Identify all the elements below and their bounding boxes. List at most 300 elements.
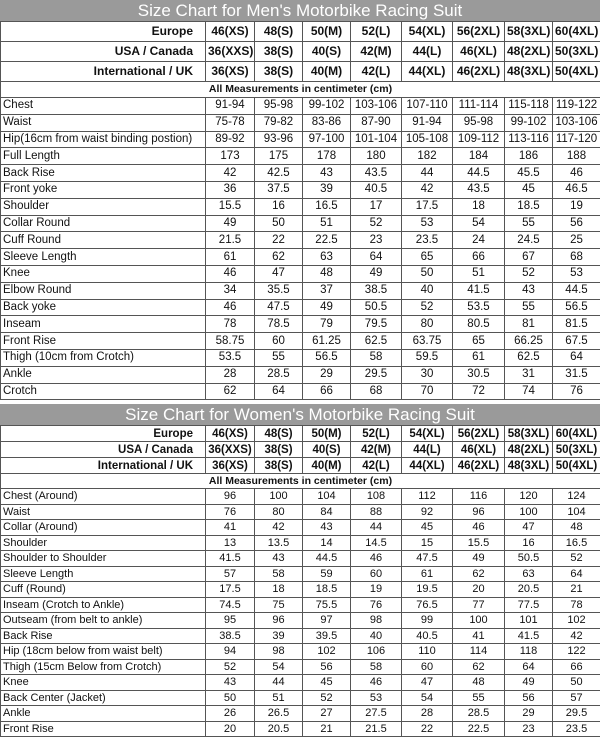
measurement-value: 23.5 xyxy=(402,232,453,249)
size-cell: 48(S) xyxy=(255,22,303,42)
table-row xyxy=(1,504,600,520)
measurement-value: 46 xyxy=(351,551,402,567)
measurement-value: 19 xyxy=(351,582,402,598)
measurement-value: 79 xyxy=(303,316,351,333)
measurement-value: 109-112 xyxy=(453,131,505,148)
measurement-label: Chest (Around) xyxy=(1,489,206,505)
size-system-row xyxy=(1,42,600,62)
measurement-note-row xyxy=(1,474,600,489)
measurement-value: 84 xyxy=(303,504,351,520)
measurement-value: 46 xyxy=(553,165,600,182)
measurement-value: 13 xyxy=(206,535,255,551)
measurement-value: 26.5 xyxy=(255,706,303,722)
measurement-value: 45 xyxy=(402,520,453,536)
measurement-value: 66 xyxy=(553,659,600,675)
size-cell: 36(XXS) xyxy=(206,42,255,62)
measurement-value: 27 xyxy=(303,706,351,722)
measurement-value: 52 xyxy=(303,690,351,706)
size-cell: 54(XL) xyxy=(402,426,453,442)
measurement-value: 20.5 xyxy=(505,582,553,598)
measurement-value: 62 xyxy=(453,566,505,582)
measurement-value: 91-94 xyxy=(206,98,255,115)
measurement-value: 16.5 xyxy=(303,198,351,215)
measurement-value: 26 xyxy=(206,706,255,722)
size-cell: 40(M) xyxy=(303,458,351,474)
measurement-value: 41 xyxy=(206,520,255,536)
table-row xyxy=(1,249,600,266)
table-row xyxy=(1,613,600,629)
measurement-label: Front Rise xyxy=(1,721,206,737)
measurement-label: Ankle xyxy=(1,366,206,383)
measurement-value: 68 xyxy=(553,249,600,266)
measurement-value: 29.5 xyxy=(553,706,600,722)
measurement-note: All Measurements in centimeter (cm) xyxy=(1,82,600,98)
measurement-value: 63.75 xyxy=(402,333,453,350)
measurement-value: 78 xyxy=(553,597,600,613)
measurement-value: 44.5 xyxy=(303,551,351,567)
measurement-value: 75.5 xyxy=(303,597,351,613)
size-system-label: Europe xyxy=(1,426,206,442)
measurement-value: 76 xyxy=(206,504,255,520)
measurement-value: 81 xyxy=(505,316,553,333)
measurement-label: Back yoke xyxy=(1,299,206,316)
measurement-value: 48 xyxy=(303,265,351,282)
measurement-value: 52 xyxy=(553,551,600,567)
size-cell: 42(L) xyxy=(351,458,402,474)
measurement-value: 62 xyxy=(255,249,303,266)
measurement-value: 101 xyxy=(505,613,553,629)
measurement-value: 46 xyxy=(351,675,402,691)
measurement-value: 124 xyxy=(553,489,600,505)
measurement-value: 95-98 xyxy=(453,114,505,131)
measurement-note: All Measurements in centimeter (cm) xyxy=(1,474,600,489)
measurement-value: 83-86 xyxy=(303,114,351,131)
measurement-value: 56 xyxy=(553,215,600,232)
measurement-value: 98 xyxy=(351,613,402,629)
table-row xyxy=(1,299,600,316)
measurement-value: 43.5 xyxy=(453,181,505,198)
measurement-value: 74.5 xyxy=(206,597,255,613)
size-cell: 38(S) xyxy=(255,442,303,458)
measurement-value: 57 xyxy=(553,690,600,706)
size-cell: 50(4XL) xyxy=(553,458,600,474)
size-cell: 42(M) xyxy=(351,42,402,62)
measurement-value: 49 xyxy=(505,675,553,691)
measurement-value: 110 xyxy=(402,644,453,660)
measurement-value: 53.5 xyxy=(453,299,505,316)
size-cell: 44(L) xyxy=(402,442,453,458)
size-cell: 44(XL) xyxy=(402,62,453,82)
measurement-value: 50 xyxy=(402,265,453,282)
measurement-value: 41 xyxy=(453,628,505,644)
measurement-value: 47.5 xyxy=(402,551,453,567)
measurement-value: 16 xyxy=(505,535,553,551)
measurement-value: 91-94 xyxy=(402,114,453,131)
measurement-value: 94 xyxy=(206,644,255,660)
measurement-value: 79-82 xyxy=(255,114,303,131)
size-cell: 52(L) xyxy=(351,426,402,442)
table-row xyxy=(1,659,600,675)
size-cell: 56(2XL) xyxy=(453,426,505,442)
measurement-value: 88 xyxy=(351,504,402,520)
measurement-value: 40 xyxy=(402,282,453,299)
table-row xyxy=(1,333,600,350)
size-cell: 50(3XL) xyxy=(553,42,600,62)
measurement-value: 60 xyxy=(255,333,303,350)
size-cell: 46(XS) xyxy=(206,22,255,42)
table-row xyxy=(1,316,600,333)
size-cell: 56(2XL) xyxy=(453,22,505,42)
measurement-label: Thigh (15cm Below from Crotch) xyxy=(1,659,206,675)
measurement-value: 46 xyxy=(206,299,255,316)
measurement-value: 186 xyxy=(505,148,553,165)
measurement-value: 40.5 xyxy=(351,181,402,198)
measurement-value: 54 xyxy=(453,215,505,232)
measurement-value: 20 xyxy=(206,721,255,737)
measurement-value: 47 xyxy=(402,675,453,691)
measurement-value: 17 xyxy=(351,198,402,215)
measurement-value: 58 xyxy=(351,349,402,366)
measurement-value: 27.5 xyxy=(351,706,402,722)
measurement-label: Front Rise xyxy=(1,333,206,350)
measurement-label: Ankle xyxy=(1,706,206,722)
measurement-value: 184 xyxy=(453,148,505,165)
measurement-value: 96 xyxy=(206,489,255,505)
measurement-value: 122 xyxy=(553,644,600,660)
measurement-value: 89-92 xyxy=(206,131,255,148)
size-cell: 54(XL) xyxy=(402,22,453,42)
measurement-value: 15.5 xyxy=(206,198,255,215)
measurement-value: 15 xyxy=(402,535,453,551)
size-system-label: International / UK xyxy=(1,62,206,82)
measurement-value: 43 xyxy=(303,165,351,182)
men-chart-title: Size Chart for Men's Motorbike Racing Suit xyxy=(0,0,600,21)
measurement-value: 97-100 xyxy=(303,131,351,148)
measurement-value: 46 xyxy=(453,520,505,536)
measurement-value: 43 xyxy=(303,520,351,536)
size-system-row xyxy=(1,22,600,42)
measurement-value: 178 xyxy=(303,148,351,165)
size-cell: 50(M) xyxy=(303,22,351,42)
measurement-value: 50.5 xyxy=(351,299,402,316)
size-cell: 36(XS) xyxy=(206,62,255,82)
measurement-note-row xyxy=(1,82,600,98)
measurement-value: 95-98 xyxy=(255,98,303,115)
measurement-label: Chest xyxy=(1,98,206,115)
size-cell: 36(XXS) xyxy=(206,442,255,458)
measurement-value: 29.5 xyxy=(351,366,402,383)
measurement-value: 45 xyxy=(505,181,553,198)
measurement-value: 54 xyxy=(255,659,303,675)
measurement-value: 76 xyxy=(351,597,402,613)
size-cell: 46(XL) xyxy=(453,442,505,458)
men-size-table xyxy=(0,21,600,400)
table-row xyxy=(1,232,600,249)
measurement-value: 53.5 xyxy=(206,349,255,366)
table-row xyxy=(1,690,600,706)
measurement-value: 115-118 xyxy=(505,98,553,115)
measurement-value: 51 xyxy=(453,265,505,282)
measurement-value: 56.5 xyxy=(553,299,600,316)
table-row xyxy=(1,721,600,737)
measurement-value: 100 xyxy=(505,504,553,520)
women-size-chart xyxy=(0,404,600,737)
measurement-value: 16.5 xyxy=(553,535,600,551)
size-cell: 50(4XL) xyxy=(553,62,600,82)
measurement-label: Cuff Round xyxy=(1,232,206,249)
measurement-value: 37 xyxy=(303,282,351,299)
measurement-value: 112 xyxy=(402,489,453,505)
measurement-value: 61.25 xyxy=(303,333,351,350)
table-row xyxy=(1,706,600,722)
measurement-value: 23 xyxy=(351,232,402,249)
measurement-value: 75 xyxy=(255,597,303,613)
measurement-value: 93-96 xyxy=(255,131,303,148)
measurement-value: 18.5 xyxy=(505,198,553,215)
measurement-value: 48 xyxy=(453,675,505,691)
measurement-value: 38.5 xyxy=(351,282,402,299)
measurement-value: 104 xyxy=(553,504,600,520)
measurement-value: 18 xyxy=(255,582,303,598)
measurement-value: 62 xyxy=(453,659,505,675)
size-system-label: USA / Canada xyxy=(1,42,206,62)
table-row xyxy=(1,198,600,215)
size-system-row xyxy=(1,426,600,442)
measurement-value: 19 xyxy=(553,198,600,215)
measurement-value: 22.5 xyxy=(453,721,505,737)
measurement-value: 116 xyxy=(453,489,505,505)
measurement-label: Hip(16cm from waist binding postion) xyxy=(1,131,206,148)
measurement-value: 64 xyxy=(505,659,553,675)
measurement-value: 46.5 xyxy=(553,181,600,198)
measurement-value: 19.5 xyxy=(402,582,453,598)
measurement-label: Cuff (Round) xyxy=(1,582,206,598)
measurement-value: 34 xyxy=(206,282,255,299)
measurement-label: Waist xyxy=(1,114,206,131)
size-cell: 46(XL) xyxy=(453,42,505,62)
measurement-value: 47 xyxy=(505,520,553,536)
measurement-value: 61 xyxy=(206,249,255,266)
table-row xyxy=(1,131,600,148)
size-cell: 38(S) xyxy=(255,62,303,82)
measurement-value: 79.5 xyxy=(351,316,402,333)
measurement-value: 49 xyxy=(206,215,255,232)
measurement-value: 99 xyxy=(402,613,453,629)
measurement-label: Elbow Round xyxy=(1,282,206,299)
measurement-value: 55 xyxy=(505,215,553,232)
measurement-value: 118 xyxy=(505,644,553,660)
measurement-value: 108 xyxy=(351,489,402,505)
measurement-value: 20 xyxy=(453,582,505,598)
measurement-value: 175 xyxy=(255,148,303,165)
measurement-value: 188 xyxy=(553,148,600,165)
measurement-value: 113-116 xyxy=(505,131,553,148)
measurement-value: 22 xyxy=(255,232,303,249)
measurement-value: 49 xyxy=(453,551,505,567)
measurement-value: 43.5 xyxy=(351,165,402,182)
measurement-label: Inseam xyxy=(1,316,206,333)
size-system-row xyxy=(1,442,600,458)
table-row xyxy=(1,566,600,582)
measurement-value: 17.5 xyxy=(206,582,255,598)
measurement-value: 77.5 xyxy=(505,597,553,613)
measurement-value: 67 xyxy=(505,249,553,266)
size-cell: 48(2XL) xyxy=(505,442,553,458)
measurement-value: 44 xyxy=(402,165,453,182)
measurement-value: 104 xyxy=(303,489,351,505)
measurement-value: 66 xyxy=(453,249,505,266)
measurement-value: 52 xyxy=(351,215,402,232)
measurement-value: 63 xyxy=(303,249,351,266)
measurement-value: 55 xyxy=(453,690,505,706)
measurement-value: 106 xyxy=(351,644,402,660)
measurement-value: 28 xyxy=(206,366,255,383)
measurement-value: 29 xyxy=(303,366,351,383)
measurement-value: 102 xyxy=(553,613,600,629)
table-row xyxy=(1,582,600,598)
measurement-value: 99-102 xyxy=(505,114,553,131)
measurement-value: 28 xyxy=(402,706,453,722)
measurement-value: 180 xyxy=(351,148,402,165)
measurement-value: 107-110 xyxy=(402,98,453,115)
measurement-value: 99-102 xyxy=(303,98,351,115)
measurement-value: 59 xyxy=(303,566,351,582)
measurement-value: 103-106 xyxy=(351,98,402,115)
measurement-label: Inseam (Crotch to Ankle) xyxy=(1,597,206,613)
measurement-value: 55 xyxy=(255,349,303,366)
size-system-label: Europe xyxy=(1,22,206,42)
measurement-value: 31.5 xyxy=(553,366,600,383)
measurement-value: 35.5 xyxy=(255,282,303,299)
table-row xyxy=(1,181,600,198)
measurement-value: 111-114 xyxy=(453,98,505,115)
measurement-value: 20.5 xyxy=(255,721,303,737)
measurement-label: Hip (18cm below from waist belt) xyxy=(1,644,206,660)
measurement-label: Knee xyxy=(1,265,206,282)
measurement-value: 105-108 xyxy=(402,131,453,148)
measurement-value: 60 xyxy=(351,566,402,582)
measurement-value: 182 xyxy=(402,148,453,165)
measurement-value: 47 xyxy=(255,265,303,282)
table-row xyxy=(1,282,600,299)
measurement-value: 62.5 xyxy=(351,333,402,350)
measurement-value: 38.5 xyxy=(206,628,255,644)
measurement-label: Knee xyxy=(1,675,206,691)
measurement-value: 65 xyxy=(453,333,505,350)
measurement-value: 49 xyxy=(303,299,351,316)
measurement-value: 62.5 xyxy=(505,349,553,366)
measurement-value: 81.5 xyxy=(553,316,600,333)
measurement-value: 22 xyxy=(402,721,453,737)
measurement-value: 97 xyxy=(303,613,351,629)
measurement-value: 103-106 xyxy=(553,114,600,131)
measurement-value: 52 xyxy=(505,265,553,282)
measurement-value: 98 xyxy=(255,644,303,660)
table-row xyxy=(1,215,600,232)
measurement-value: 36 xyxy=(206,181,255,198)
measurement-value: 15.5 xyxy=(453,535,505,551)
measurement-value: 50.5 xyxy=(505,551,553,567)
measurement-label: Collar Round xyxy=(1,215,206,232)
measurement-value: 80 xyxy=(255,504,303,520)
size-cell: 42(M) xyxy=(351,442,402,458)
measurement-value: 39.5 xyxy=(303,628,351,644)
size-cell: 48(3XL) xyxy=(505,62,553,82)
size-cell: 50(M) xyxy=(303,426,351,442)
size-cell: 40(S) xyxy=(303,42,351,62)
size-cell: 48(S) xyxy=(255,426,303,442)
measurement-value: 61 xyxy=(402,566,453,582)
table-row xyxy=(1,98,600,115)
measurement-value: 78.5 xyxy=(255,316,303,333)
table-row xyxy=(1,675,600,691)
measurement-value: 41.5 xyxy=(505,628,553,644)
measurement-label: Collar (Around) xyxy=(1,520,206,536)
measurement-value: 28.5 xyxy=(255,366,303,383)
size-cell: 36(XS) xyxy=(206,458,255,474)
measurement-label: Front yoke xyxy=(1,181,206,198)
measurement-value: 56 xyxy=(303,659,351,675)
measurement-value: 72 xyxy=(453,383,505,400)
measurement-value: 62 xyxy=(206,383,255,400)
table-row xyxy=(1,265,600,282)
size-cell: 38(S) xyxy=(255,458,303,474)
measurement-value: 68 xyxy=(351,383,402,400)
table-row xyxy=(1,551,600,567)
measurement-value: 42 xyxy=(553,628,600,644)
measurement-value: 18 xyxy=(453,198,505,215)
measurement-value: 49 xyxy=(351,265,402,282)
measurement-value: 21.5 xyxy=(351,721,402,737)
measurement-label: Waist xyxy=(1,504,206,520)
measurement-value: 40.5 xyxy=(402,628,453,644)
measurement-value: 42 xyxy=(206,165,255,182)
measurement-value: 44 xyxy=(255,675,303,691)
measurement-value: 100 xyxy=(453,613,505,629)
table-row xyxy=(1,489,600,505)
size-cell: 50(3XL) xyxy=(553,442,600,458)
measurement-value: 53 xyxy=(553,265,600,282)
measurement-label: Shoulder xyxy=(1,198,206,215)
size-cell: 60(4XL) xyxy=(553,22,600,42)
measurement-label: Shoulder xyxy=(1,535,206,551)
size-system-label: USA / Canada xyxy=(1,442,206,458)
measurement-value: 56.5 xyxy=(303,349,351,366)
measurement-value: 66.25 xyxy=(505,333,553,350)
women-chart-title: Size Chart for Women's Motorbike Racing Suit xyxy=(0,404,600,425)
measurement-value: 75-78 xyxy=(206,114,255,131)
measurement-value: 40 xyxy=(351,628,402,644)
measurement-value: 18.5 xyxy=(303,582,351,598)
measurement-value: 114 xyxy=(453,644,505,660)
table-row xyxy=(1,366,600,383)
measurement-value: 29 xyxy=(505,706,553,722)
measurement-value: 58 xyxy=(255,566,303,582)
women-size-table xyxy=(0,425,600,737)
measurement-label: Shoulder to Shoulder xyxy=(1,551,206,567)
measurement-label: Crotch xyxy=(1,383,206,400)
size-cell: 58(3XL) xyxy=(505,22,553,42)
measurement-value: 64 xyxy=(553,566,600,582)
size-cell: 46(XS) xyxy=(206,426,255,442)
measurement-value: 46 xyxy=(206,265,255,282)
measurement-value: 41.5 xyxy=(453,282,505,299)
measurement-value: 52 xyxy=(206,659,255,675)
measurement-value: 14.5 xyxy=(351,535,402,551)
measurement-value: 74 xyxy=(505,383,553,400)
measurement-value: 120 xyxy=(505,489,553,505)
measurement-value: 96 xyxy=(453,504,505,520)
